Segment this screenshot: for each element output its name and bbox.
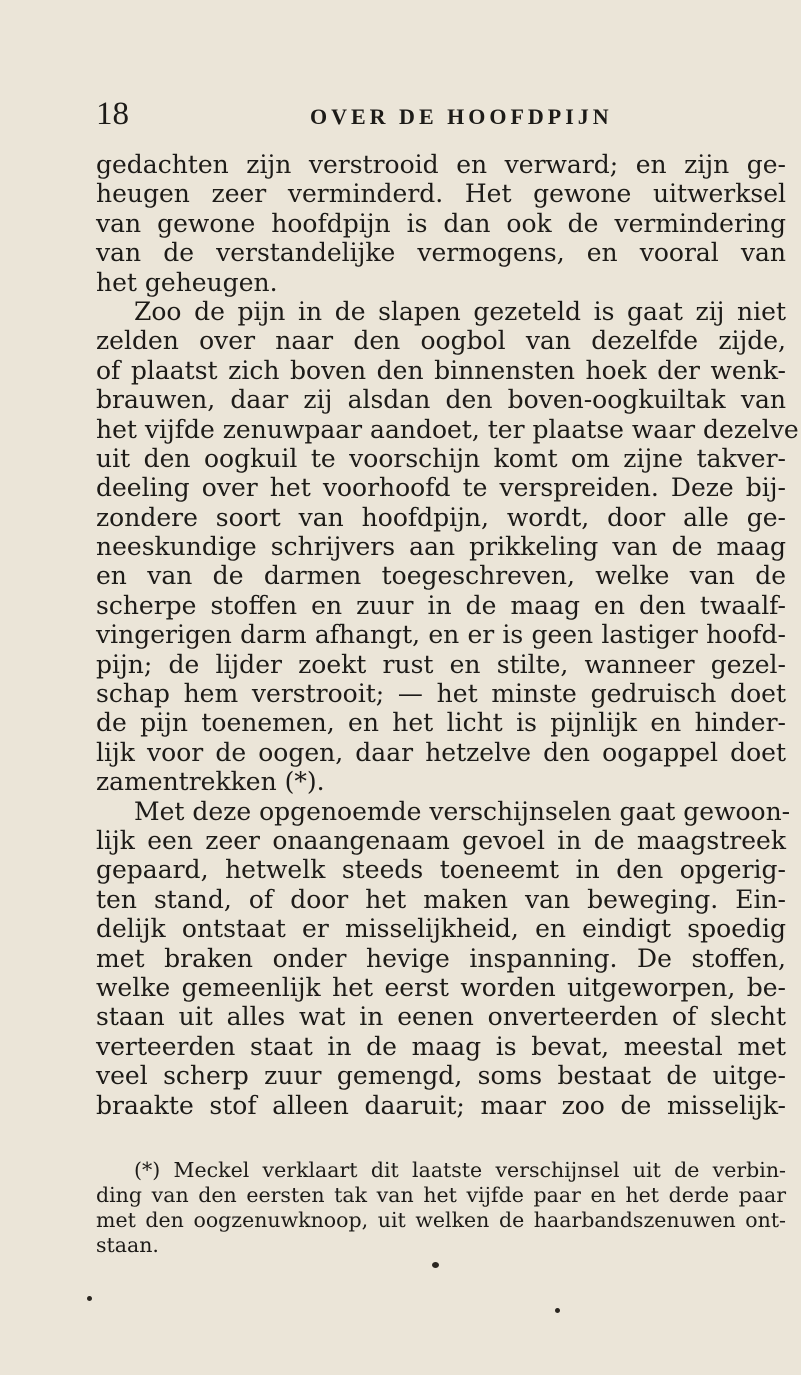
text-line: heugen zeer verminderd. Het gewone uitwerksel: [96, 179, 786, 209]
body-text: [96, 150, 799, 1120]
text-line: uit den oogkuil te voorschijn komt om zijne takver-: [96, 443, 786, 473]
footnote-line: staan.: [96, 1233, 159, 1257]
ink-speck: [555, 1308, 560, 1313]
text-line: de pijn toenemen, en het licht is pijnlijk en hinder-: [96, 708, 786, 738]
text-line: gedachten zijn verstrooid en verward; en zijn ge-: [96, 150, 786, 179]
text-line: staan uit alles wat in eenen onverteerden of slecht: [96, 1002, 786, 1032]
footnote-line: ding van den eersten tak van het vijfde paar en het derde paar: [96, 1183, 786, 1207]
text-line: welke gemeenlijk het eerst worden uitgeworpen, be-: [96, 972, 786, 1002]
text-line: gepaard, hetwelk steeds toeneemt in den opgerig-: [96, 855, 786, 885]
text-line: Zoo de pijn in de slapen gezeteld is gaat zij niet: [134, 296, 786, 326]
ink-speck: [87, 1296, 92, 1301]
page-number: 18: [96, 96, 129, 132]
text-line: brauwen, daar zij alsdan den boven-oogkuiltak van: [96, 385, 786, 415]
text-line: ten stand, of door het maken van beweging. Ein-: [96, 884, 786, 914]
running-head: OVER DE HOOFDPIJN: [310, 104, 613, 129]
text-line: zondere soort van hoofdpijn, wordt, door alle ge-: [96, 502, 786, 532]
text-line: zamentrekken (*).: [96, 767, 325, 797]
text-line: veel scherp zuur gemengd, soms bestaat de uitge-: [96, 1061, 786, 1091]
text-line: of plaatst zich boven den binnensten hoek der wenk-: [96, 355, 786, 385]
text-line: van gewone hoofdpijn is dan ook de vermindering: [96, 208, 786, 238]
text-line: van de verstandelijke vermogens, en vooral van: [96, 238, 786, 268]
text-line: scherpe stoffen en zuur in de maag en den twaalf-: [96, 590, 786, 620]
footnote-line: met den oogzenuwknoop, uit welken de haarbandszenuwen ont-: [96, 1208, 786, 1232]
text-line: lijk voor de oogen, daar hetzelve den oogappel doet: [96, 737, 786, 767]
text-line: met braken onder hevige inspanning. De stoffen,: [96, 943, 786, 973]
text-line: deeling over het voorhoofd te verspreiden. Deze bij-: [96, 473, 786, 503]
text-line: het geheugen.: [96, 267, 278, 297]
text-line: schap hem verstrooit; — het minste gedruisch doet: [96, 679, 786, 709]
text-line: Met deze opgenoemde verschijnselen gaat gewoon-: [134, 796, 791, 826]
text-line: pijn; de lijder zoekt rust en stilte, wanneer gezel-: [96, 649, 786, 679]
text-line: lijk een zeer onaangenaam gevoel in de maagstreek: [96, 825, 786, 855]
ink-speck: [432, 1262, 439, 1268]
text-line: braakte stof alleen daaruit; maar zoo de misselijk-: [96, 1090, 786, 1120]
text-line: neeskundige schrijvers aan prikkeling van de maag: [96, 532, 786, 562]
text-line: verteerden staat in de maag is bevat, meestal met: [96, 1031, 786, 1061]
text-line: het vijfde zenuwpaar aandoet, ter plaatse waar dezelve: [96, 414, 799, 444]
footnote: [96, 1158, 786, 1258]
text-line: en van de darmen toegeschreven, welke van de: [96, 561, 786, 591]
text-line: vingerigen darm afhangt, en er is geen lastiger hoofd-: [96, 620, 786, 650]
text-line: zelden over naar den oogbol van dezelfde zijde,: [96, 326, 786, 356]
text-line: delijk ontstaat er misselijkheid, en eindigt spoedig: [96, 914, 786, 944]
page-header: [96, 96, 741, 136]
footnote-line: (*) Meckel verklaart dit laatste verschijnsel uit de verbin-: [134, 1158, 786, 1182]
